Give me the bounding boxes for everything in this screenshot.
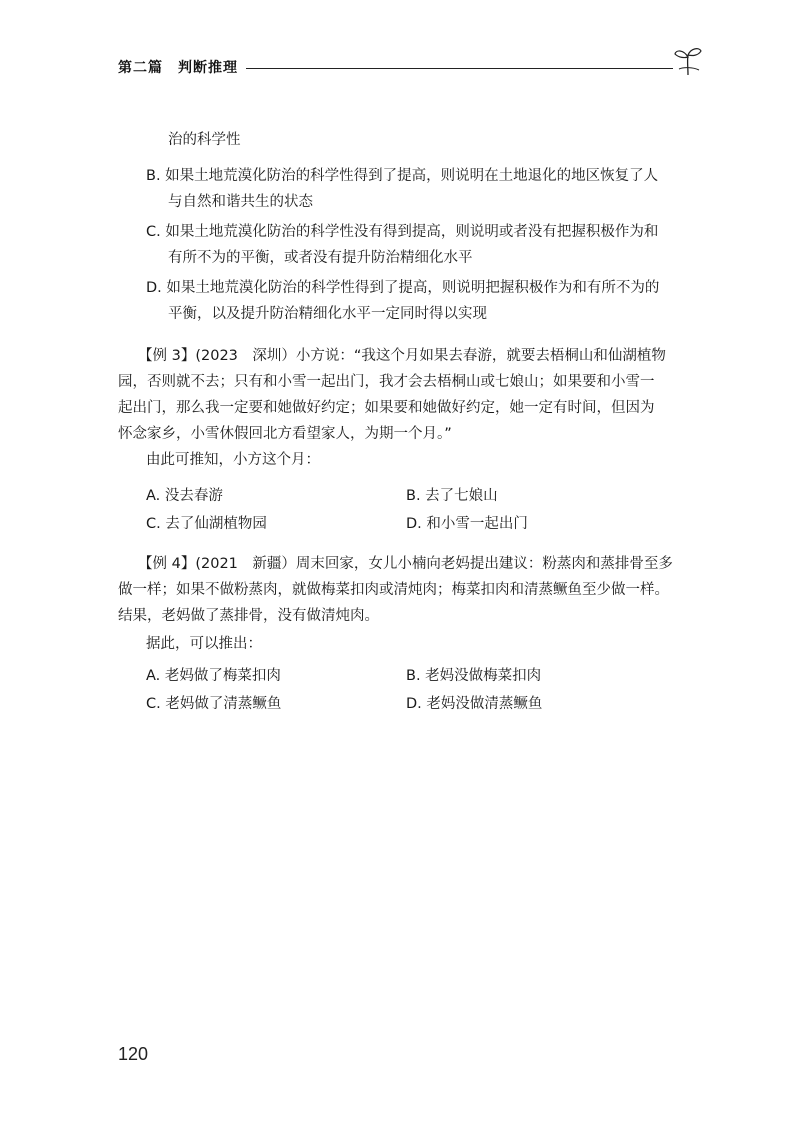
- option-a-continuation: 治的科学性: [168, 132, 241, 148]
- example4-option-c: C. 老妈做了清蒸鳜鱼: [146, 696, 282, 712]
- option-b-line2: 与自然和谐共生的状态: [168, 194, 313, 210]
- example4-option-a: A. 老妈做了梅菜扣肉: [146, 668, 281, 684]
- example3-prompt: 由此可推知，小方这个月：: [146, 452, 320, 468]
- example3-option-a: A. 没去春游: [146, 488, 223, 504]
- sprout-icon: [673, 45, 703, 77]
- example4-line1: 【例 4】(2021 新疆）周末回家，女儿小楠向老妈提出建议：粉蒸肉和蒸排骨至多: [138, 556, 673, 572]
- example3-line3: 起出门，那么我一定要和她做好约定；如果要和她做好约定，她一定有时间，但因为: [118, 400, 655, 416]
- option-b-line1: B. 如果土地荒漠化防治的科学性得到了提高，则说明在土地退化的地区恢复了人: [146, 168, 659, 184]
- example4-option-b: B. 老妈没做梅菜扣肉: [406, 668, 542, 684]
- example3-option-d: D. 和小雪一起出门: [406, 516, 528, 532]
- example3-option-b: B. 去了七娘山: [406, 488, 498, 504]
- example4-line3: 结果，老妈做了蒸排骨，没有做清炖肉。: [118, 608, 379, 624]
- header-rule: [246, 68, 673, 69]
- option-c-line1: C. 如果土地荒漠化防治的科学性没有得到提高，则说明或者没有把握积极作为和: [146, 224, 659, 240]
- example4-line2: 做一样；如果不做粉蒸肉，就做梅菜扣肉或清炖肉；梅菜扣肉和清蒸鳜鱼至少做一样。: [118, 582, 669, 598]
- running-header: [118, 55, 703, 81]
- example4-prompt: 据此，可以推出：: [146, 636, 262, 652]
- example4-option-d: D. 老妈没做清蒸鳜鱼: [406, 696, 543, 712]
- example3-line4: 怀念家乡，小雪休假回北方看望家人，为期一个月。”: [118, 426, 452, 442]
- example3-option-c: C. 去了仙湖植物园: [146, 516, 267, 532]
- example3-line2: 园，否则就不去；只有和小雪一起出门，我才会去梧桐山或七娘山；如果要和小雪一: [118, 374, 655, 390]
- section-title: 第二篇 判断推理: [118, 60, 238, 76]
- page-number: 120: [118, 1044, 149, 1064]
- option-d-line1: D. 如果土地荒漠化防治的科学性得到了提高，则说明把握积极作为和有所不为的: [146, 280, 660, 296]
- option-c-line2: 有所不为的平衡，或者没有提升防治精细化水平: [168, 250, 473, 266]
- option-d-line2: 平衡，以及提升防治精细化水平一定同时得以实现: [168, 306, 487, 322]
- example3-line1: 【例 3】(2023 深圳）小方说：“我这个月如果去春游，就要去梧桐山和仙湖植物: [138, 348, 666, 364]
